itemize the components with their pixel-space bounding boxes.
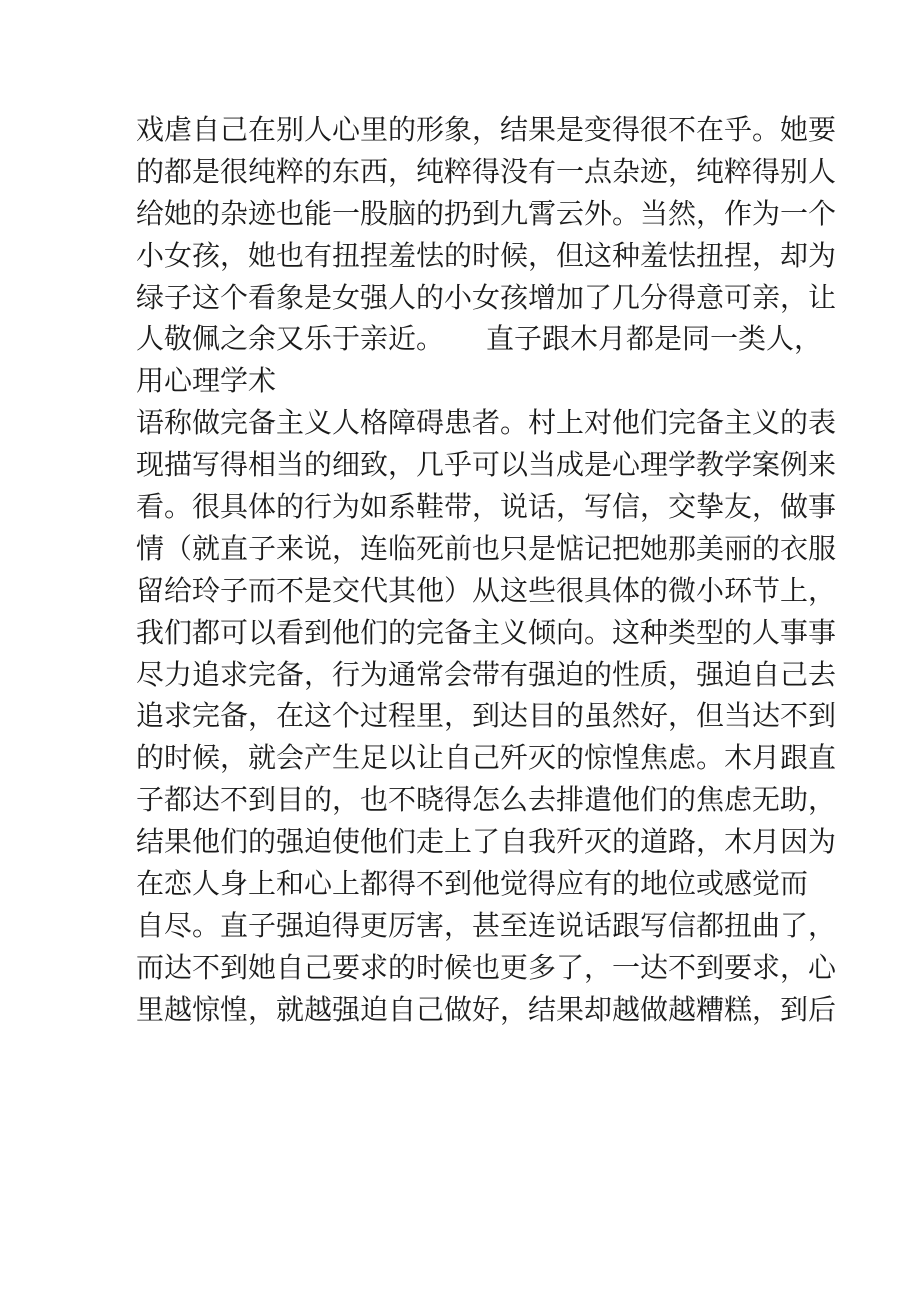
text-line: 人敬佩之余又乐于亲近。 直子跟木月都是同一类人，: [136, 322, 823, 356]
text-line: 结果他们的强迫使他们走上了自我歼灭的道路，木月因为: [136, 825, 837, 859]
text-line: 情（就直子来说，连临死前也只是惦记把她那美丽的衣服: [136, 531, 837, 565]
text-line: 我们都可以看到他们的完备主义倾向。这种类型的人事事: [136, 615, 837, 649]
text-line: 语称做完备主义人格障碍患者。村上对他们完备主义的表: [136, 406, 837, 440]
text-line: 给她的杂迹也能一股脑的扔到九霄云外。当然，作为一个: [136, 196, 837, 230]
text-line: 追求完备，在这个过程里，到达目的虽然好，但当达不到: [136, 699, 837, 733]
text-line: 尽力追求完备，行为通常会带有强迫的性质，强迫自己去: [136, 657, 837, 691]
text-line: 现描写得相当的细致，几乎可以当成是心理学教学案例来: [136, 448, 837, 482]
text-line: 的时候，就会产生足以让自己歼灭的惊惶焦虑。木月跟直: [136, 741, 837, 775]
text-line: 戏虐自己在别人心里的形象，结果是变得很不在乎。她要: [136, 113, 837, 146]
text-line: 在恋人身上和心上都得不到他觉得应有的地位或感觉而: [136, 867, 809, 901]
text-line: 小女孩，她也有扭捏羞怯的时候，但这种羞怯扭捏，却为: [136, 238, 837, 272]
text-line: 子都达不到目的，也不晓得怎么去排遣他们的焦虑无助，: [136, 783, 837, 817]
text-line: 里越惊惶，就越强迫自己做好，结果却越做越糟糕，到后: [136, 992, 837, 1026]
text-line: 而达不到她自己要求的时候也更多了，一达不到要求，心: [136, 950, 837, 984]
body-text: [136, 109, 837, 1031]
text-line: 留给玲子而不是交代其他）从这些很具体的微小环节上，: [136, 573, 837, 607]
text-line: 自尽。直子强迫得更厉害，甚至连说话跟写信都扭曲了，: [136, 908, 837, 942]
text-line: 绿子这个看象是女强人的小女孩增加了几分得意可亲，让: [136, 280, 837, 314]
text-line: 用心理学术: [136, 364, 277, 398]
text-line: 的都是很纯粹的东西，纯粹得没有一点杂迹，纯粹得别人: [136, 154, 837, 188]
text-line: 看。很具体的行为如系鞋带，说话，写信，交挚友，做事: [136, 490, 837, 524]
